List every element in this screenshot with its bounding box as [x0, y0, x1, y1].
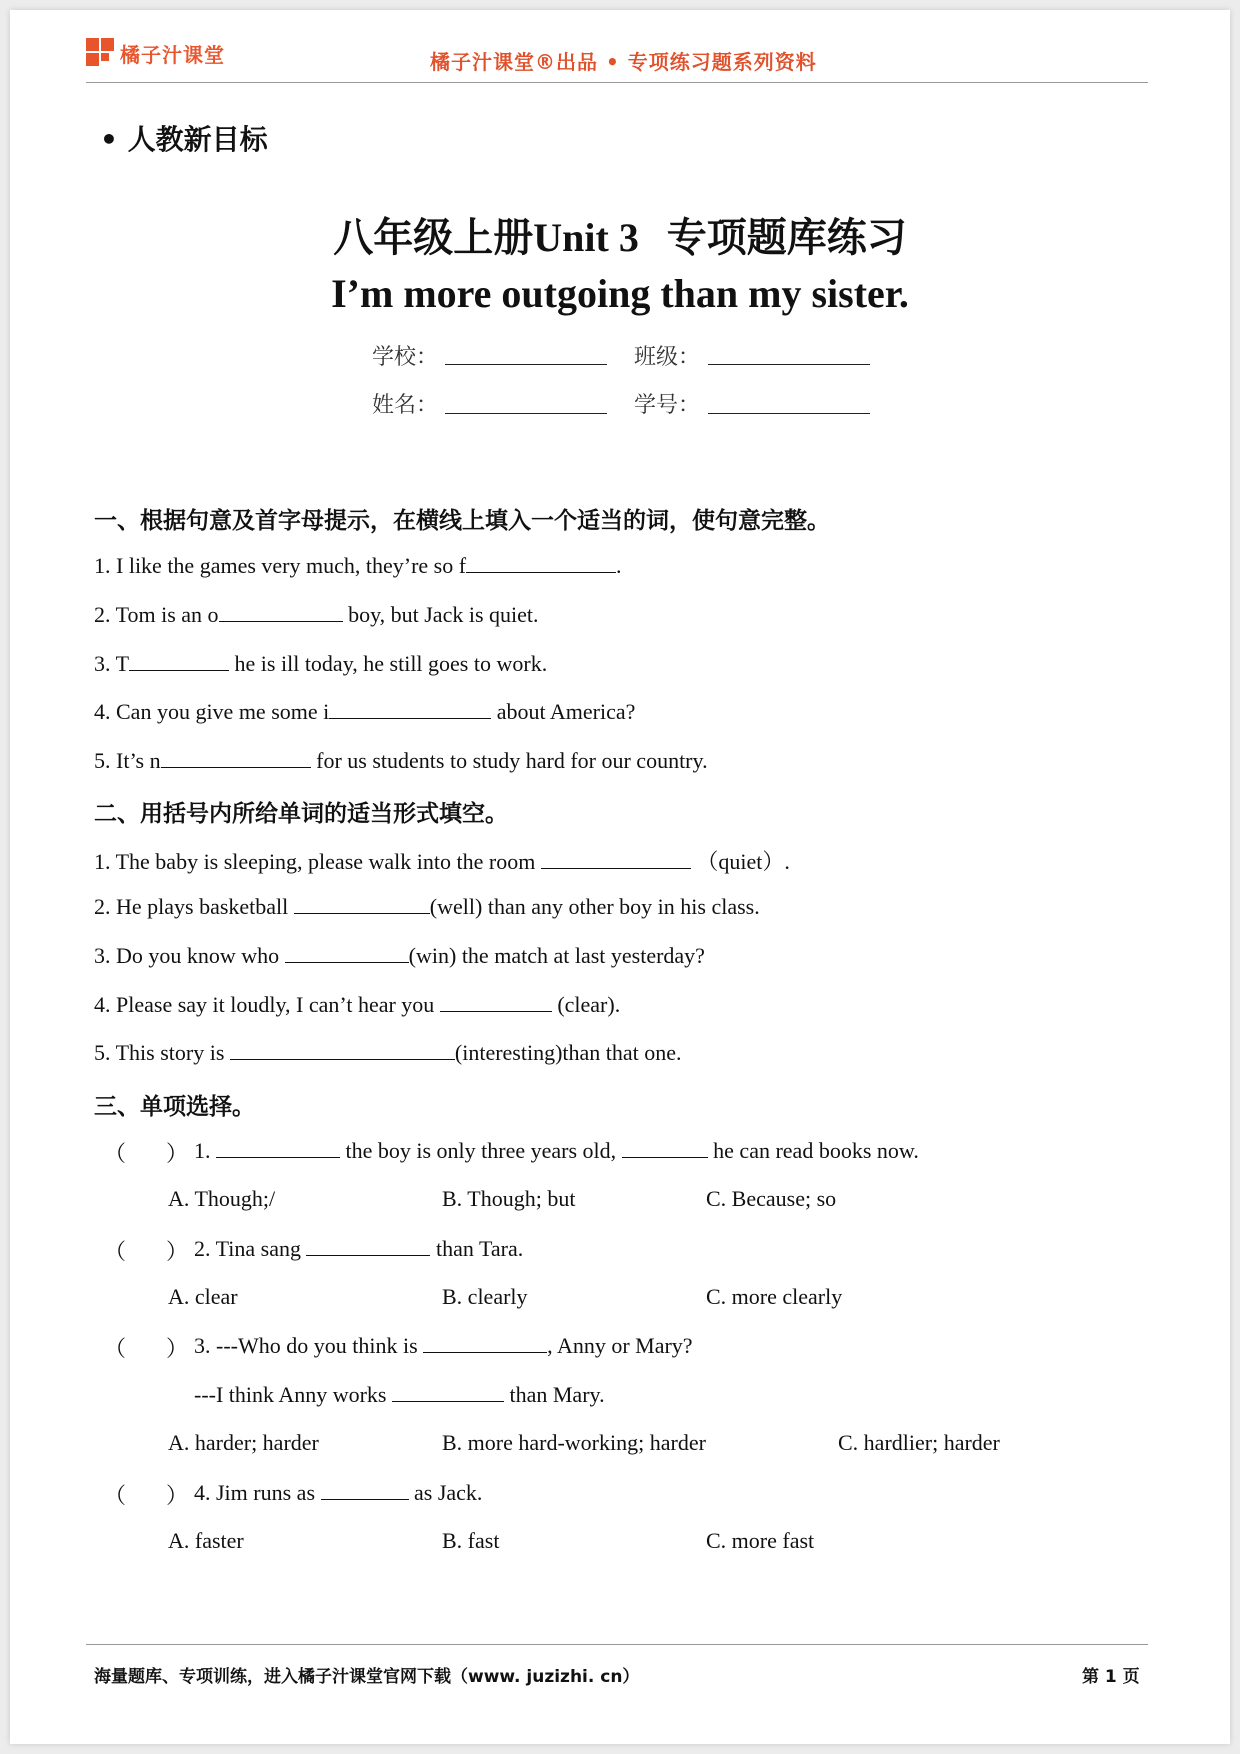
- answer-paren-close: ）: [166, 1483, 189, 1508]
- answer-blank[interactable]: [423, 1332, 547, 1353]
- answer-paren-open: （: [104, 1239, 127, 1264]
- series-label: • 人教新目标: [100, 123, 268, 156]
- section2-heading: 二、用括号内所给单词的适当形式填空。: [94, 801, 508, 827]
- option-a[interactable]: A. faster: [168, 1528, 244, 1553]
- s1-question-5: 5. It’s n for us students to study hard for our country.: [94, 748, 708, 773]
- name-label: 姓名：: [372, 393, 439, 418]
- answer-blank[interactable]: [440, 991, 552, 1012]
- section1-heading: 一、根据句意及首字母提示，在横线上填入一个适当的词，使句意完整。: [94, 508, 830, 534]
- answer-blank[interactable]: [392, 1381, 504, 1402]
- header-title: 橘子汁课堂®出品 • 专项练习题系列资料: [430, 50, 817, 74]
- answer-blank[interactable]: [129, 650, 229, 671]
- answer-blank[interactable]: [216, 1137, 340, 1158]
- s2-question-2: 2. He plays basketball (well) than any other boy in his class.: [94, 894, 760, 919]
- s3-question-4: 4. Jim runs as as Jack.: [194, 1480, 483, 1505]
- s3-question-1: 1. the boy is only three years old, he can read books now.: [194, 1138, 919, 1163]
- s2-question-3: 3. Do you know who (win) the match at last yesterday?: [94, 943, 705, 968]
- s2-question-4: 4. Please say it loudly, I can’t hear you (clear).: [94, 992, 621, 1017]
- answer-blank[interactable]: [622, 1137, 708, 1158]
- footer-text: 海量题库、专项训练，进入橘子汁课堂官网下载（www. juzizhi. cn）: [94, 1667, 640, 1687]
- page-subtitle: I’m more outgoing than my sister.: [331, 271, 909, 316]
- option-b[interactable]: B. Though; but: [442, 1186, 576, 1211]
- option-a[interactable]: A. harder; harder: [168, 1430, 319, 1455]
- s1-question-2: 2. Tom is an o boy, but Jack is quiet.: [94, 602, 539, 627]
- s2-question-1: 1. The baby is sleeping, please walk into the room （quiet）.: [94, 849, 790, 874]
- s3-question-3-reply: ---I think Anny works than Mary.: [194, 1382, 605, 1407]
- school-label: 学校：: [372, 345, 439, 370]
- answer-blank[interactable]: [285, 942, 409, 963]
- answer-paren-close: ）: [166, 1336, 189, 1361]
- number-field[interactable]: [708, 413, 870, 414]
- brand-logo: [86, 36, 225, 70]
- logo-text: 橘子汁课堂: [120, 42, 225, 67]
- option-c[interactable]: C. more clearly: [706, 1284, 843, 1309]
- answer-paren-close: ）: [166, 1141, 189, 1166]
- answer-blank[interactable]: [161, 747, 311, 768]
- school-field[interactable]: [445, 364, 607, 365]
- answer-blank[interactable]: [329, 698, 491, 719]
- option-b[interactable]: B. fast: [442, 1528, 500, 1553]
- option-c[interactable]: C. Because; so: [706, 1186, 837, 1211]
- answer-blank[interactable]: [541, 848, 691, 869]
- logo-icon: [86, 38, 116, 68]
- s2-question-5: 5. This story is (interesting)than that one.: [94, 1040, 682, 1065]
- answer-paren-close: ）: [166, 1239, 189, 1264]
- answer-paren-open: （: [104, 1483, 127, 1508]
- answer-blank[interactable]: [219, 601, 343, 622]
- page-number: 第 1 页: [1082, 1667, 1140, 1687]
- name-field[interactable]: [445, 413, 607, 414]
- answer-paren-open: （: [104, 1141, 127, 1166]
- class-field[interactable]: [708, 364, 870, 365]
- answer-blank[interactable]: [321, 1479, 409, 1500]
- option-b[interactable]: B. clearly: [442, 1284, 528, 1309]
- answer-paren-open: （: [104, 1336, 127, 1361]
- s3-question-3: 3. ---Who do you think is , Anny or Mary?: [194, 1333, 693, 1358]
- answer-blank[interactable]: [294, 893, 430, 914]
- answer-blank[interactable]: [466, 552, 616, 573]
- class-label: 班级：: [634, 345, 701, 370]
- footer-divider: [86, 1644, 1148, 1645]
- s1-question-3: 3. T he is ill today, he still goes to work.: [94, 651, 548, 676]
- section3-heading: 三、单项选择。: [94, 1094, 255, 1120]
- option-b[interactable]: B. more hard-working; harder: [442, 1430, 706, 1455]
- option-a[interactable]: A. Though;/: [168, 1186, 276, 1211]
- header-divider: [86, 82, 1148, 83]
- s3-question-2: 2. Tina sang than Tara.: [194, 1236, 524, 1261]
- s1-question-1: 1. I like the games very much, they’re so f .: [94, 553, 622, 578]
- option-c[interactable]: C. hardlier; harder: [838, 1430, 1000, 1455]
- option-a[interactable]: A. clear: [168, 1284, 238, 1309]
- answer-blank[interactable]: [230, 1039, 455, 1060]
- number-label: 学号：: [634, 393, 701, 418]
- s1-question-4: 4. Can you give me some i about America?: [94, 699, 636, 724]
- option-c[interactable]: C. more fast: [706, 1528, 815, 1553]
- page-title: 八年级上册Unit 3 专项题库练习: [333, 214, 907, 261]
- answer-blank[interactable]: [306, 1235, 430, 1256]
